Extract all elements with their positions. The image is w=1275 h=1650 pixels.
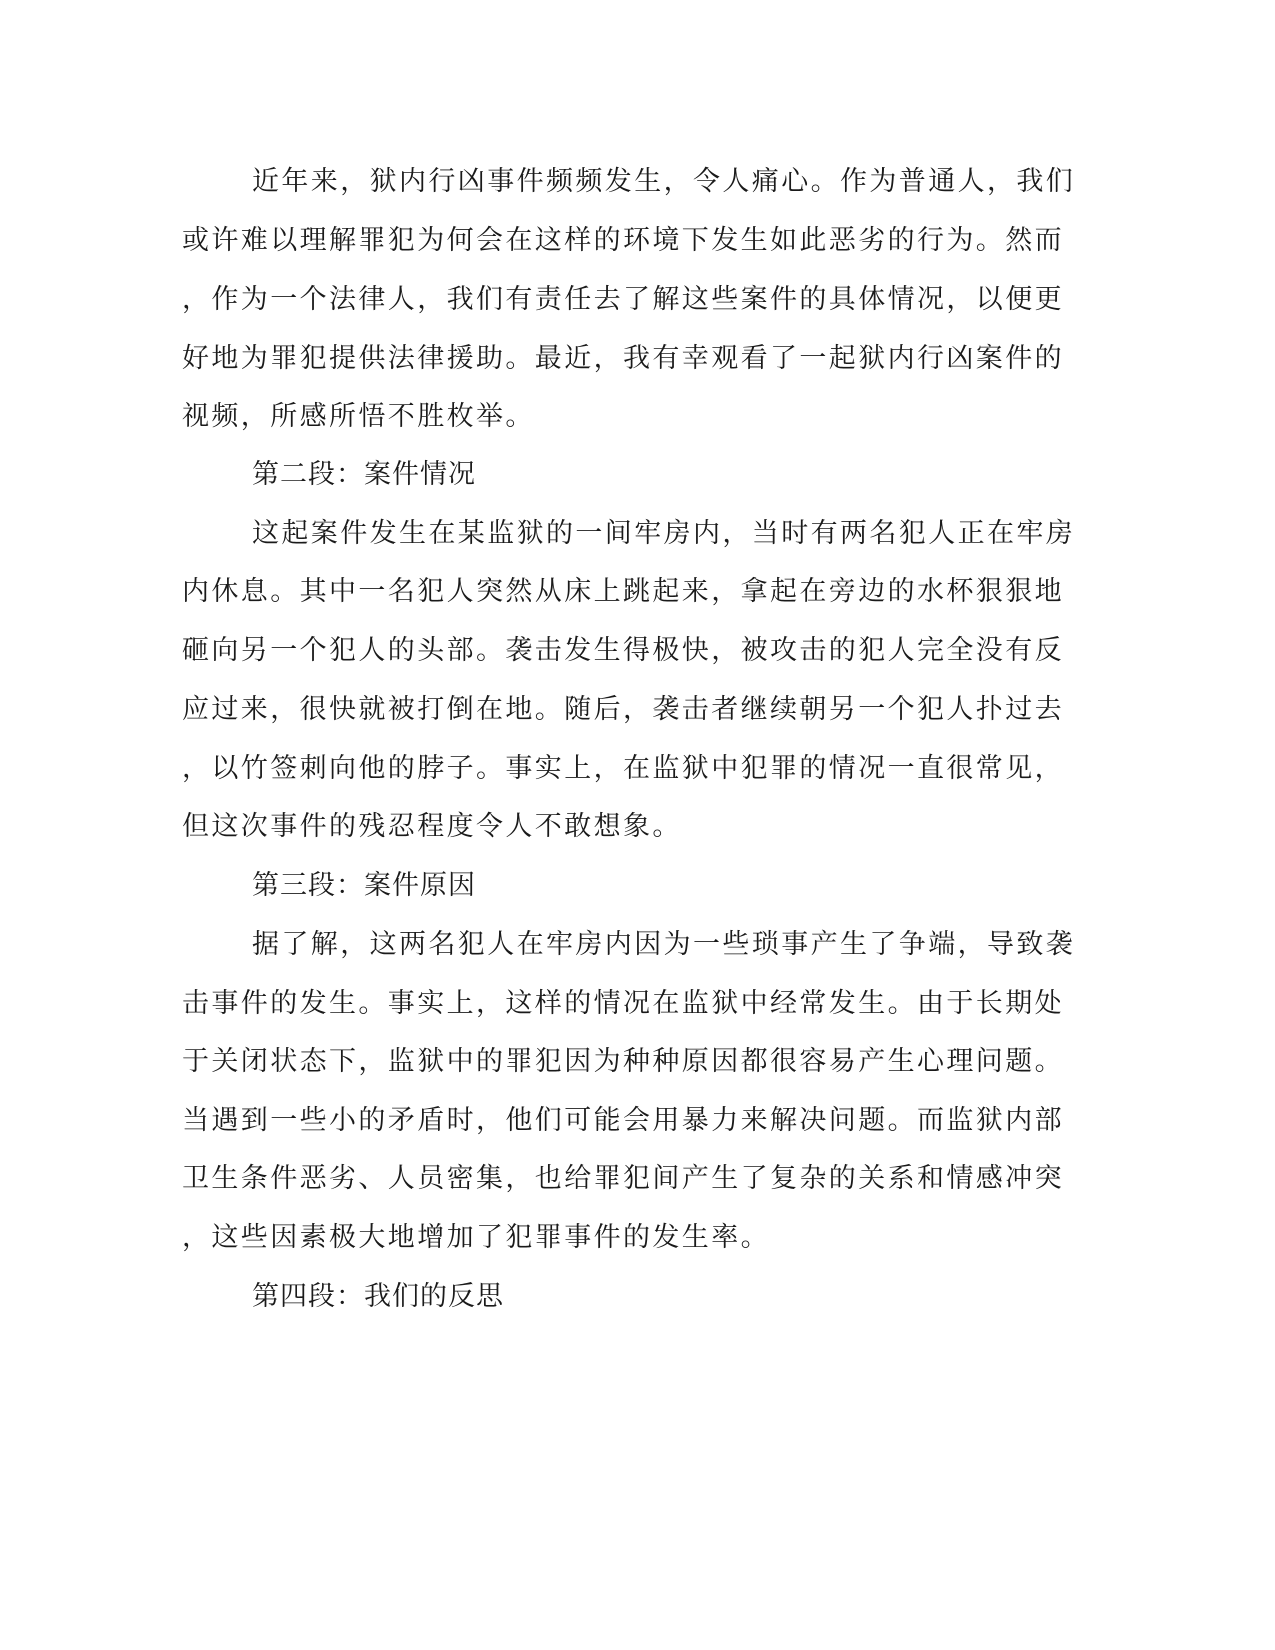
paragraph-3-line-3: 于关闭状态下，监狱中的罪犯因为种种原因都很容易产生心理问题。 [182,1046,1064,1077]
paragraph-1-line-4: 好地为罪犯提供法律援助。最近，我有幸观看了一起狱内行凶案件的 [182,343,1064,374]
paragraph-2-line-5: ，以竹签刺向他的脖子。事实上，在监狱中犯罪的情况一直很常见， [182,753,1064,784]
paragraph-3-line-1: 据了解，这两名犯人在牢房内因为一些琐事产生了争端，导致袭 [252,929,1076,960]
paragraph-1-line-1: 近年来，狱内行凶事件频频发生，令人痛心。作为普通人，我们 [252,166,1076,197]
paragraph-3-line-5: 卫生条件恶劣、人员密集，也给罪犯间产生了复杂的关系和情感冲突 [182,1163,1064,1194]
section-heading-3: 第三段：案件原因 [252,870,476,901]
paragraph-1-line-5: 视频，所感所悟不胜枚举。 [182,401,535,432]
paragraph-3-line-2: 击事件的发生。事实上，这样的情况在监狱中经常发生。由于长期处 [182,988,1064,1019]
paragraph-2-line-2: 内休息。其中一名犯人突然从床上跳起来，拿起在旁边的水杯狠狠地 [182,576,1064,607]
paragraph-2-line-1: 这起案件发生在某监狱的一间牢房内，当时有两名犯人正在牢房 [252,518,1076,549]
paragraph-1-line-3: ，作为一个法律人，我们有责任去了解这些案件的具体情况，以便更 [182,284,1064,315]
paragraph-3-line-6: ，这些因素极大地增加了犯罪事件的发生率。 [182,1222,770,1253]
paragraph-1-line-2: 或许难以理解罪犯为何会在这样的环境下发生如此恶劣的行为。然而 [182,225,1064,256]
paragraph-2-line-6: 但这次事件的残忍程度令人不敢想象。 [182,811,682,842]
section-heading-4: 第四段：我们的反思 [252,1281,504,1312]
section-heading-2: 第二段：案件情况 [252,459,476,490]
paragraph-3-line-4: 当遇到一些小的矛盾时，他们可能会用暴力来解决问题。而监狱内部 [182,1105,1064,1136]
paragraph-2-line-4: 应过来，很快就被打倒在地。随后，袭击者继续朝另一个犯人扑过去 [182,694,1064,725]
paragraph-2-line-3: 砸向另一个犯人的头部。袭击发生得极快，被攻击的犯人完全没有反 [182,635,1064,666]
